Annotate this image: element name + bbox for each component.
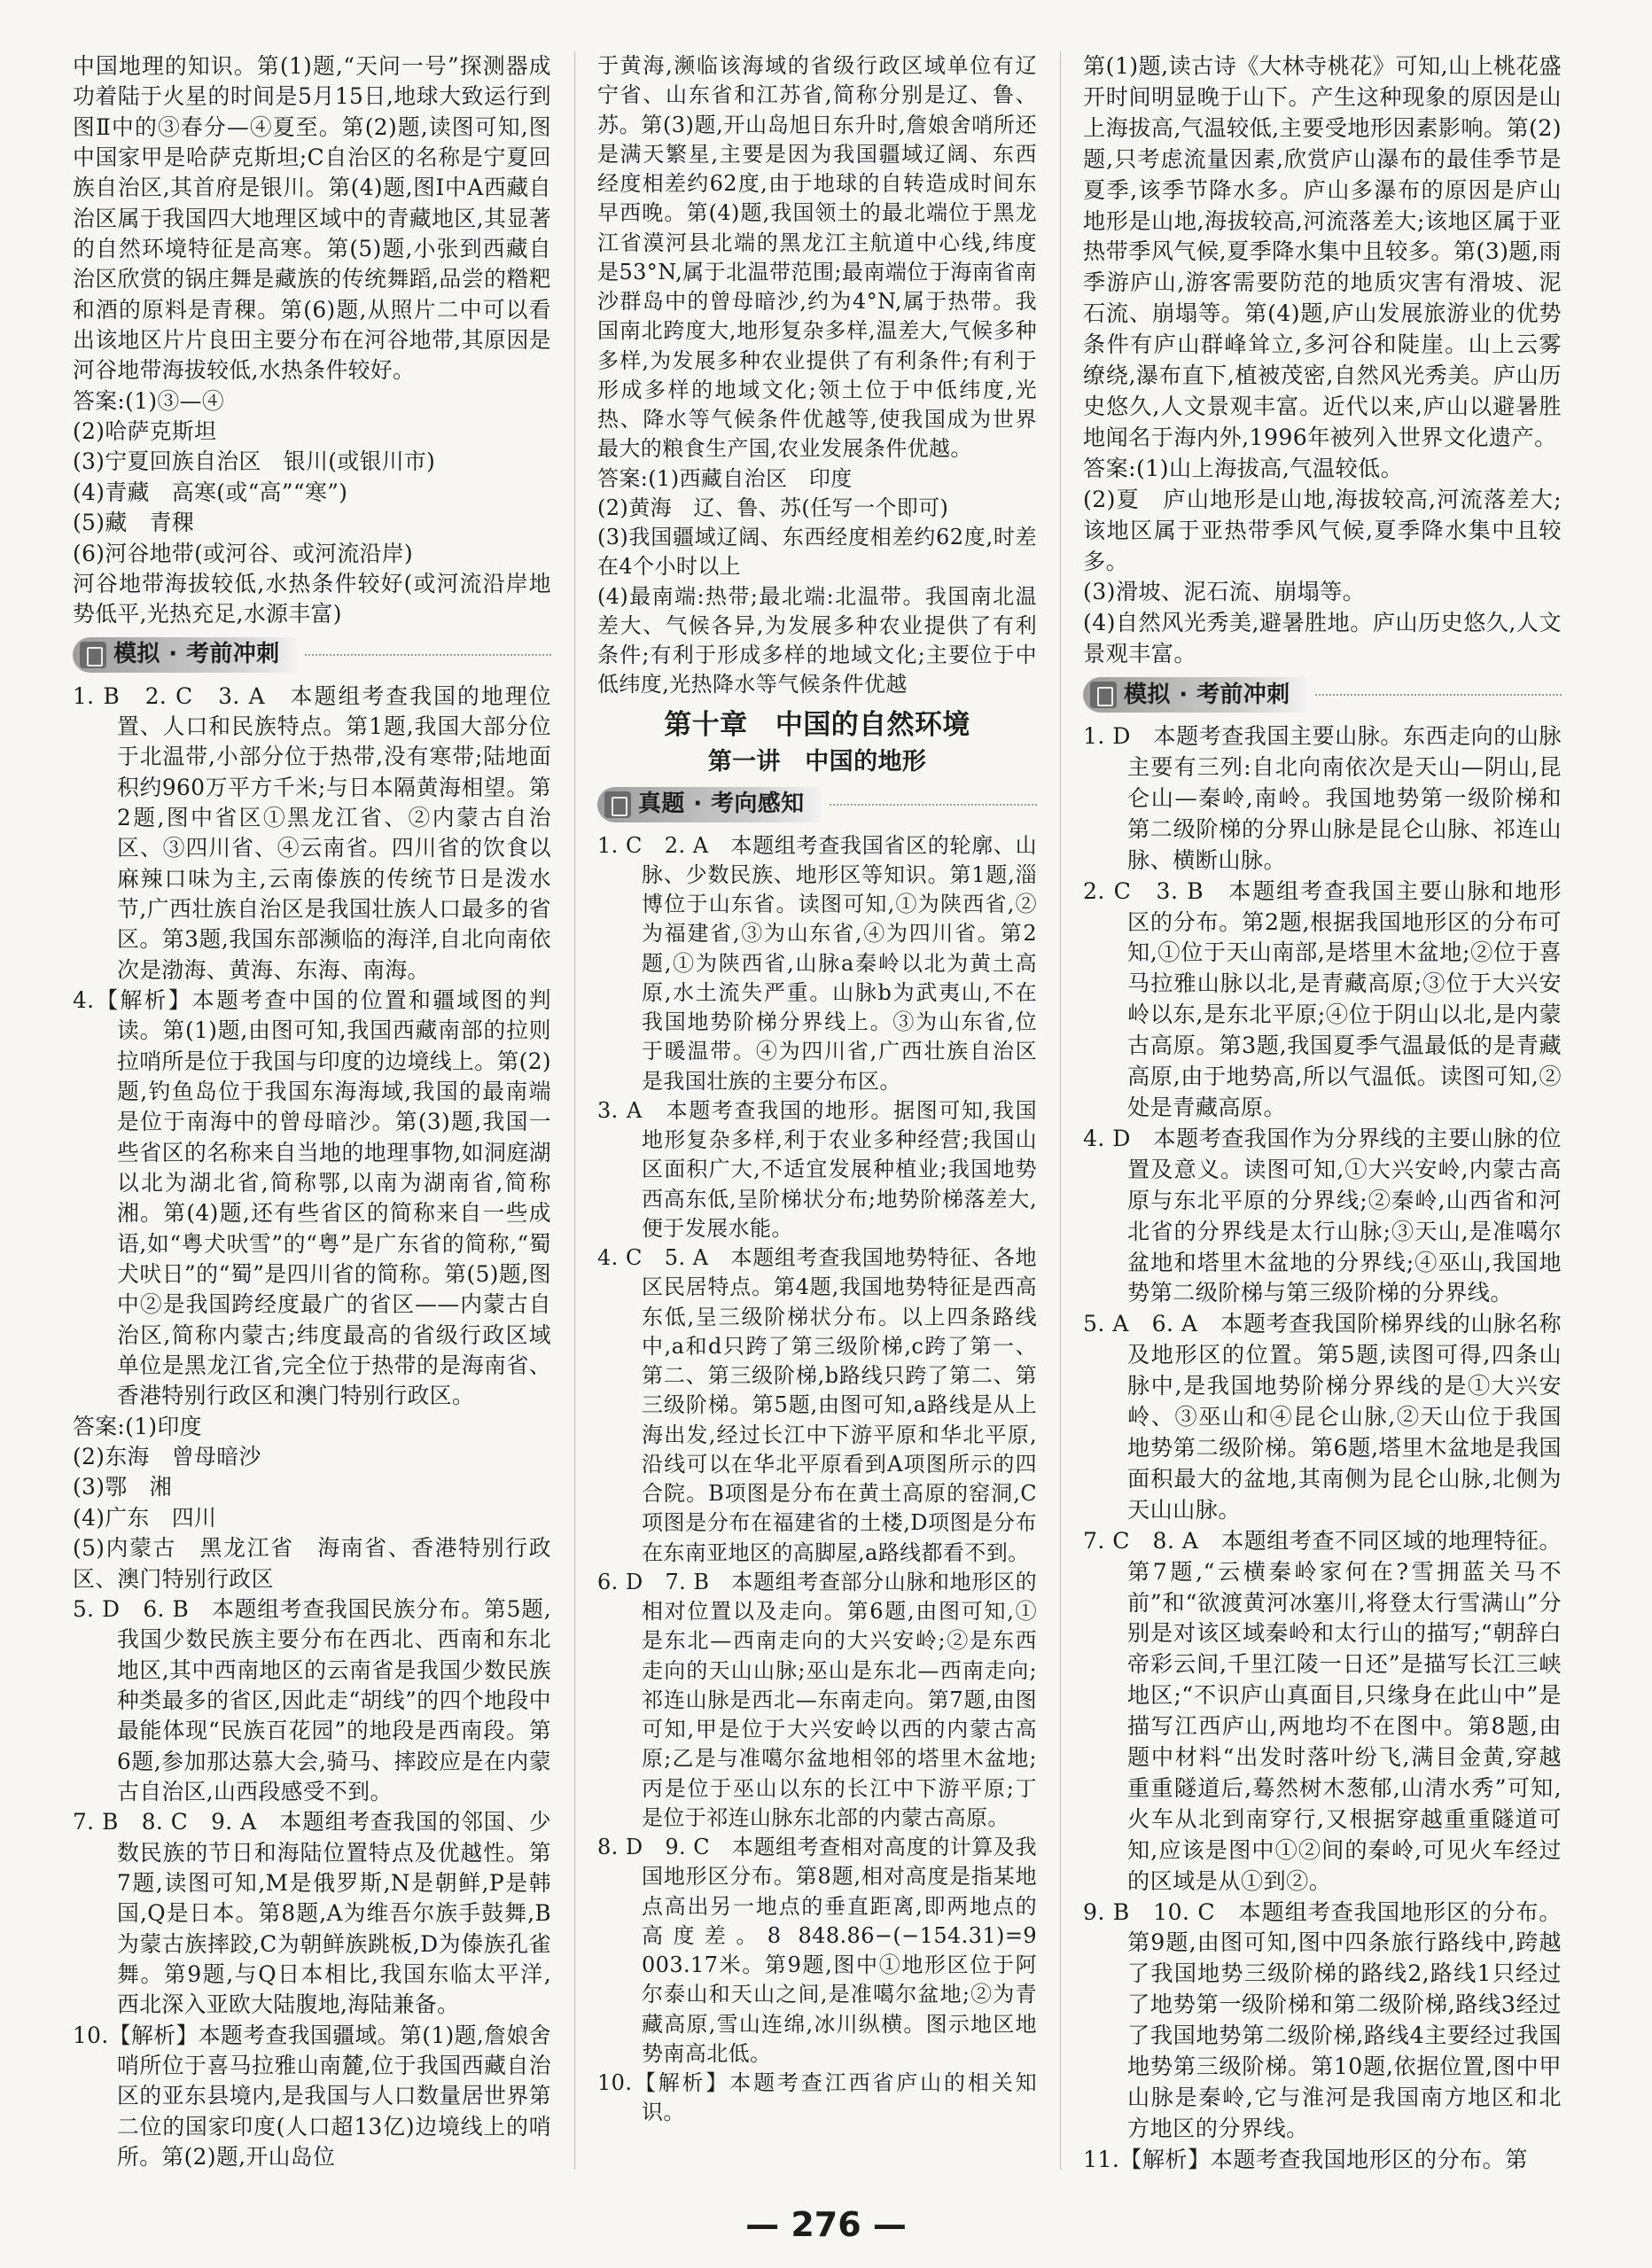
- section-banner-label: 模拟 · 考前冲刺: [1124, 681, 1290, 708]
- answer-paragraph: 4. D 本题考查我国作为分界线的主要山脉的位置及意义。读图可知,①大兴安岭,内蒙古高原与东北平原的分界线;②秦岭,山西省和河北省的分界线是太行山脉;③天山,是准噶尔盆地和塔里木盆地的分界线;④巫山,我国地势第二级阶梯与第三级阶梯的分界线。: [1083, 1125, 1562, 1306]
- column-divider: [574, 51, 575, 2170]
- section-banner: [73, 634, 551, 676]
- answer-paragraph: (2)哈萨克斯坦: [73, 418, 217, 445]
- dotted-rule: [305, 654, 551, 656]
- answer-paragraph: 1. B 2. C 3. A 本题组考查我国的地理位置、人口和民族特点。第1题,我国大部分位于北温带,小部分位于热带,没有寒带;陆地面积约960万平方千米;与日本隔黄海相望。第2题,图中省区①黑龙江省、②内蒙古自治区、③四川省、④云南省。四川省的饮食以麻辣口味为主,云南傣族的传统节日是泼水节,广西壮族自治区是我国壮族人口最多的省区。第3题,我国东部濒临的海洋,自北向南依次是渤海、黄海、东海、南海。: [73, 682, 551, 983]
- answer-paragraph: (5)藏 青稞: [73, 510, 195, 536]
- answer-paragraph: 7. B 8. C 9. A 本题组考查我国的邻国、少数民族的节日和海陆位置特点及优越性。第7题,读图可知,M是俄罗斯,N是朝鲜,P是韩国,Q是日本。第8题,A为维吾尔族手鼓舞,B为蒙古族摔跤,C为朝鲜族跳板,D为傣族孔雀舞。第9题,与Q日本相比,我国东临太平洋,西北深入亚欧大陆腹地,海陆兼备。: [73, 1809, 551, 2018]
- answer-paragraph: 9. B 10. C 本题组考查我国地形区的分布。第9题,由图可知,图中四条旅行路线中,跨越了我国地势三级阶梯的路线2,路线1只经过了地势第一级阶梯和第二级阶梯,路线3经过了我国地势第二级阶梯,路线4主要经过我国地势第三级阶梯。第10题,依据位置,图中甲山脉是秦岭,它与淮河是我国南方地区和北方地区的分界线。: [1083, 1898, 1562, 2141]
- answer-paragraph: (4)广东 四川: [73, 1504, 217, 1531]
- notebook-icon: [1090, 682, 1117, 708]
- answer-paragraph: (2)东海 曾母暗沙: [73, 1444, 261, 1470]
- column-divider: [1060, 51, 1061, 2170]
- answer-paragraph: 6. D 7. B 本题组考查部分山脉和地形区的相对位置以及走向。第6题,由图可知,①是东北—西南走向的大兴安岭;②是东西走向的天山山脉;巫山是东北—西南走向;祁连山脉是西北—东南走向。第7题,由图可知,甲是位于大兴安岭以西的内蒙古高原;乙是与准噶尔盆地相邻的塔里木盆地;丙是位于巫山以东的长江中下游平原;丁是位于祁连山脉东北部的内蒙古高原。: [597, 1569, 1037, 1830]
- section-banner-label: 真题 · 考向感知: [638, 790, 805, 817]
- answer-paragraph: 4. C 5. A 本题组考查我国地势特征、各地区民居特点。第4题,我国地势特征是西高东低,呈三级阶梯状分布。以上四条路线中,a和d只跨了第三级阶梯,c跨了第一、第二、第三级阶梯,b路线只跨了第二、第三级阶梯。第5题,由图可知,a路线是从上海出发,经过长江中下游平原和华北平原,沿线可以在华北平原看到A项图所示的四合院。B项图是分布在黄土高原的窑洞,C项图是分布在福建省的土楼,D项图是分布在东南亚地区的高脚屋,a路线都看不到。: [597, 1245, 1037, 1565]
- answer-paragraph: 答案:(1)山上海拔高,气温较低。: [1083, 455, 1404, 481]
- answer-paragraph: (4)青藏 高寒(或“高”“寒”): [73, 479, 348, 505]
- answer-paragraph: 7. C 8. A 本题组考查不同区域的地理特征。第7题,“云横秦岭家何在?雪拥蓝关马不前”和“欲渡黄河冰塞川,将登太行雪满山”分别是对该区域秦岭和太行山的描写;“朝辞白帝彩云间,千里江陵一日还”是描写长江三峡地区;“不识庐山真面目,只缘身在此山中”是描写江西庐山,两地均不在图中。第8题,由题中材料“出发时落叶纷飞,满目金黄,穿越重重隧道后,蓦然树木葱郁,山清水秀”可知,火车从北到南穿行,又根据穿越重重隧道可知,应该是图中①②间的秦岭,可见火车经过的区域是从①到②。: [1083, 1527, 1562, 1894]
- answer-paragraph: (2)夏 庐山地形是山地,海拔较高,河流落差大;该地区属于亚热带季风气候,夏季降水集中且较多。: [1083, 486, 1562, 574]
- chapter-title: 第十章 中国的自然环境: [664, 708, 970, 741]
- lecture-title: 第一讲 中国的地形: [707, 747, 927, 775]
- answer-paragraph: 答案:(1)印度: [73, 1413, 202, 1439]
- answer-paragraph: 1. C 2. A 本题组考查我国省区的轮廓、山脉、少数民族、地形区等知识。第1题,淄博位于山东省。读图可知,①为陕西省,②为福建省,③为山东省,④为四川省。第2题,①为陕西省,山脉a秦岭以北为黄土高原,水土流失严重。山脉b为武夷山,不在我国地势阶梯分界线上。③为山东省,位于暖温带。④为四川省,广西壮族自治区是我国壮族的主要分布区。: [597, 832, 1037, 1094]
- page-number: — 276 —: [745, 2205, 907, 2244]
- column-left: [73, 51, 551, 2172]
- notebook-icon: [604, 791, 631, 818]
- column-middle: [597, 51, 1037, 2128]
- section-banner-label: 模拟 · 考前冲刺: [113, 641, 280, 668]
- answer-paragraph: 11.【解析】本题考查我国地形区的分布。第: [1083, 2146, 1528, 2172]
- section-banner: [597, 783, 1037, 826]
- answer-paragraph: 2. C 3. B 本题组考查我国主要山脉和地形区的分布。第2题,根据我国地形区的分布可知,①位于天山南部,是塔里木盆地;②位于喜马拉雅山脉以北,是青藏高原;③位于大兴安岭以东,是东北平原;④位于阴山以北,是内蒙古高原。第3题,我国夏季气温最低的是青藏高原,由于地势高,所以气温低。读图可知,②处是青藏高原。: [1083, 877, 1562, 1120]
- answer-paragraph: (3)我国疆域辽阔、东西经度相差约62度,时差在4个小时以上: [597, 525, 1037, 580]
- answer-paragraph: (2)黄海 辽、鲁、苏(任写一个即可): [597, 495, 949, 520]
- answer-paragraph: 10.【解析】本题考查江西省庐山的相关知识。: [597, 2070, 1037, 2125]
- dotted-rule: [1315, 694, 1562, 696]
- answer-paragraph: 1. D 本题考查我国主要山脉。东西走向的山脉主要有三列:自北向南依次是天山—阴山,昆仑山—秦岭,南岭。我国地势第一级阶梯和第二级阶梯的分界山脉是昆仑山脉、祁连山脉、横断山脉。: [1083, 723, 1562, 873]
- answer-paragraph: (4)自然风光秀美,避暑胜地。庐山历史悠久,人文景观丰富。: [1083, 610, 1562, 667]
- answer-paragraph: (4)最南端:热带;最北端:北温带。我国南北温差大、气候各异,为发展多种农业提供了有利条件;有利于形成多样的地域文化;主要位于中低纬度,光热降水等气候条件优越: [597, 583, 1037, 698]
- answer-paragraph: (3)滑坡、泥石流、崩塌等。: [1083, 579, 1366, 605]
- answer-paragraph: 答案:(1)西藏自治区 印度: [597, 465, 853, 491]
- answer-paragraph: 答案:(1)③—④: [73, 387, 225, 414]
- answer-paragraph: 3. A 本题考查我国的地形。据图可知,我国地形复杂多样,利于农业多种经营;我国山区面积广大,不适宜发展种植业;我国地势西高东低,呈阶梯状分布;地势阶梯落差大,便于发展水能。: [597, 1097, 1037, 1241]
- answer-paragraph: (6)河谷地带(或河谷、或河流沿岸): [73, 540, 414, 566]
- answer-paragraph: (5)内蒙古 黑龙江省 海南省、香港特别行政区、澳门特别行政区: [73, 1535, 551, 1592]
- answer-paragraph: 第(1)题,读古诗《大林寺桃花》可知,山上桃花盛开时间明显晚于山下。产生这种现象的原因是山上海拔高,气温较低,主要受地形因素影响。第(2)题,只考虑流量因素,欣赏庐山瀑布的最佳季节是夏季,该季节降水多。庐山多瀑布的原因是庐山地形是山地,海拔较高,河流落差大;该地区属于亚热带季风气候,夏季降水集中且较多。第(3)题,雨季游庐山,游客需要防范的地质灾害有滑坡、泥石流、崩塌等。第(4)题,庐山发展旅游业的优势条件有庐山群峰耸立,多河谷和陡崖。山上云雾缭绕,瀑布直下,植被茂密,自然风光秀美。庐山历史悠久,人文景观丰富。近代以来,庐山以避暑胜地闻名于海内外,1996年被列入世界文化遗产。: [1083, 53, 1562, 450]
- answer-paragraph: 中国地理的知识。第(1)题,“天问一号”探测器成功着陆于火星的时间是5月15日,地球大致运行到图Ⅱ中的③春分—④夏至。第(2)题,读图可知,图中国家甲是哈萨克斯坦;C自治区的名称是宁夏回族自治区,其首府是银川。第(4)题,图Ⅰ中A西藏自治区属于我国四大地理区域中的青藏地区,其显著的自然环境特征是高寒。第(5)题,小张到西藏自治区欣赏的锅庄舞是藏族的传统舞蹈,品尝的糌粑和酒的原料是青稞。第(6)题,从照片二中可以看出该地区片片良田主要分布在河谷地带,其原因是河谷地带海拔较低,水热条件较好。: [73, 53, 551, 384]
- section-banner: [1083, 674, 1562, 716]
- answer-paragraph: (3)宁夏回族自治区 银川(或银川市): [73, 448, 436, 475]
- answer-paragraph: (3)鄂 湘: [73, 1474, 172, 1500]
- answer-paragraph: 10.【解析】本题考查我国疆域。第(1)题,詹娘舍哨所位于喜马拉雅山南麓,位于我国西藏自治区的亚东县境内,是我国与人口数量居世界第二位的国家印度(人口超13亿)边境线上的哨所。第(2)题,开山岛位: [73, 2022, 551, 2171]
- answer-paragraph: 于黄海,濒临该海域的省级行政区域单位有辽宁省、山东省和江苏省,简称分别是辽、鲁、苏。第(3)题,开山岛旭日东升时,詹娘舍哨所还是满天繁星,主要是因为我国疆域辽阔、东西经度相差约62度,由于地球的自转造成时间东早西晚。第(4)题,我国领土的最北端位于黑龙江省漠河县北端的黑龙江主航道中心线,纬度是53°N,属于北温带范围;最南端位于海南省南沙群岛中的曾母暗沙,约为4°N,属于热带。我国南北跨度大,地形复杂多样,温差大,气候多种多样,为发展多种农业提供了有利条件;有利于形成多样的地域文化;领土位于中低纬度,光热、降水等气候条件优越等,使我国成为世界最大的粮食生产国,农业发展条件优越。: [597, 53, 1037, 462]
- answer-paragraph: 8. D 9. C 本题组考查相对高度的计算及我国地形区分布。第8题,相对高度是指某地点高出另一地点的垂直距离,即两地点的高度差。8 848.86−(−154.31)=9 003.17米。第9题,图中①地形区位于阿尔泰山和天山之间,是准噶尔盆地;②为青藏高原,雪山连绵,冰川纵横。图示地区地势南高北低。: [597, 1835, 1037, 2066]
- answer-paragraph: 5. A 6. A 本题考查我国阶梯界线的山脉名称及地形区的位置。第5题,读图可得,四条山脉中,是我国地势阶梯分界线的是①大兴安岭、③巫山和④昆仑山脉,②天山位于我国地势第二级阶梯。第6题,塔里木盆地是我国面积最大的盆地,其南侧为昆仑山脉,北侧为天山山脉。: [1083, 1311, 1562, 1523]
- dotted-rule: [830, 804, 1037, 806]
- answer-paragraph: 4.【解析】本题考查中国的位置和疆域图的判读。第(1)题,由图可知,我国西藏南部的拉则拉哨所是位于我国与印度的边境线上。第(2)题,钓鱼岛位于我国东海海域,我国的最南端是位于南海中的曾母暗沙。第(3)题,我国一些省区的名称来自当地的地理事物,如洞庭湖以北为湖北省,简称鄂,以南为湖南省,简称湘。第(4)题,还有些省区的简称来自一些成语,如“粤犬吠雪”的“粤”是广东省的简称,“蜀犬吠日”的“蜀”是四川省的简称。第(5)题,图中②是我国跨经度最广的省区——内蒙古自治区,简称内蒙古;纬度最高的省级行政区域单位是黑龙江省,完全位于热带的是海南省、香港特别行政区和澳门特别行政区。: [73, 986, 551, 1409]
- answer-paragraph: 河谷地带海拔较低,水热条件较好(或河流沿岸地势低平,光热充足,水源丰富): [73, 570, 551, 627]
- column-right: [1083, 51, 1562, 2176]
- notebook-icon: [80, 642, 106, 668]
- answer-paragraph: 5. D 6. B 本题组考查我国民族分布。第5题,我国少数民族主要分布在西北、西南和东北地区,其中西南地区的云南省是我国少数民族种类最多的省区,因此走“胡线”的四个地段中最能体现“民族百花园”的地段是西南段。第6题,参加那达慕大会,骑马、摔跤应是在内蒙古自治区,山西段感受不到。: [73, 1595, 551, 1804]
